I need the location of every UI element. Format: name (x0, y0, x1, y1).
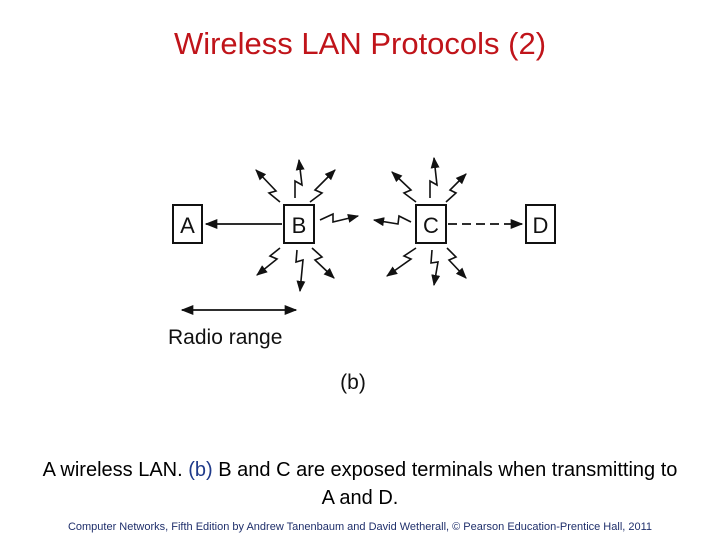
node-b (284, 205, 314, 243)
node-b-label: B (291, 213, 307, 238)
node-c (416, 205, 446, 243)
node-c-label: C (423, 213, 439, 238)
node-a (173, 205, 202, 243)
caption-rest: B and C are exposed terminals when transmitting to A and D. (218, 459, 678, 509)
caption-part-label: (b) (188, 459, 213, 481)
node-a-label: A (180, 213, 195, 238)
radio-range-label: Radio range (168, 326, 283, 349)
subfigure-label: (b) (340, 371, 366, 394)
node-d (526, 205, 555, 243)
node-d-label: D (532, 213, 549, 238)
slide-title: Wireless LAN Protocols (2) (173, 26, 547, 61)
slide-footer: Computer Networks, Fifth Edition by Andrew Tanenbaum and David Wetherall, © Pearson Education-Prentice Hall, 2011 (67, 521, 653, 533)
caption-prefix: A wireless LAN. (42, 459, 183, 481)
slide-caption (40, 456, 680, 512)
